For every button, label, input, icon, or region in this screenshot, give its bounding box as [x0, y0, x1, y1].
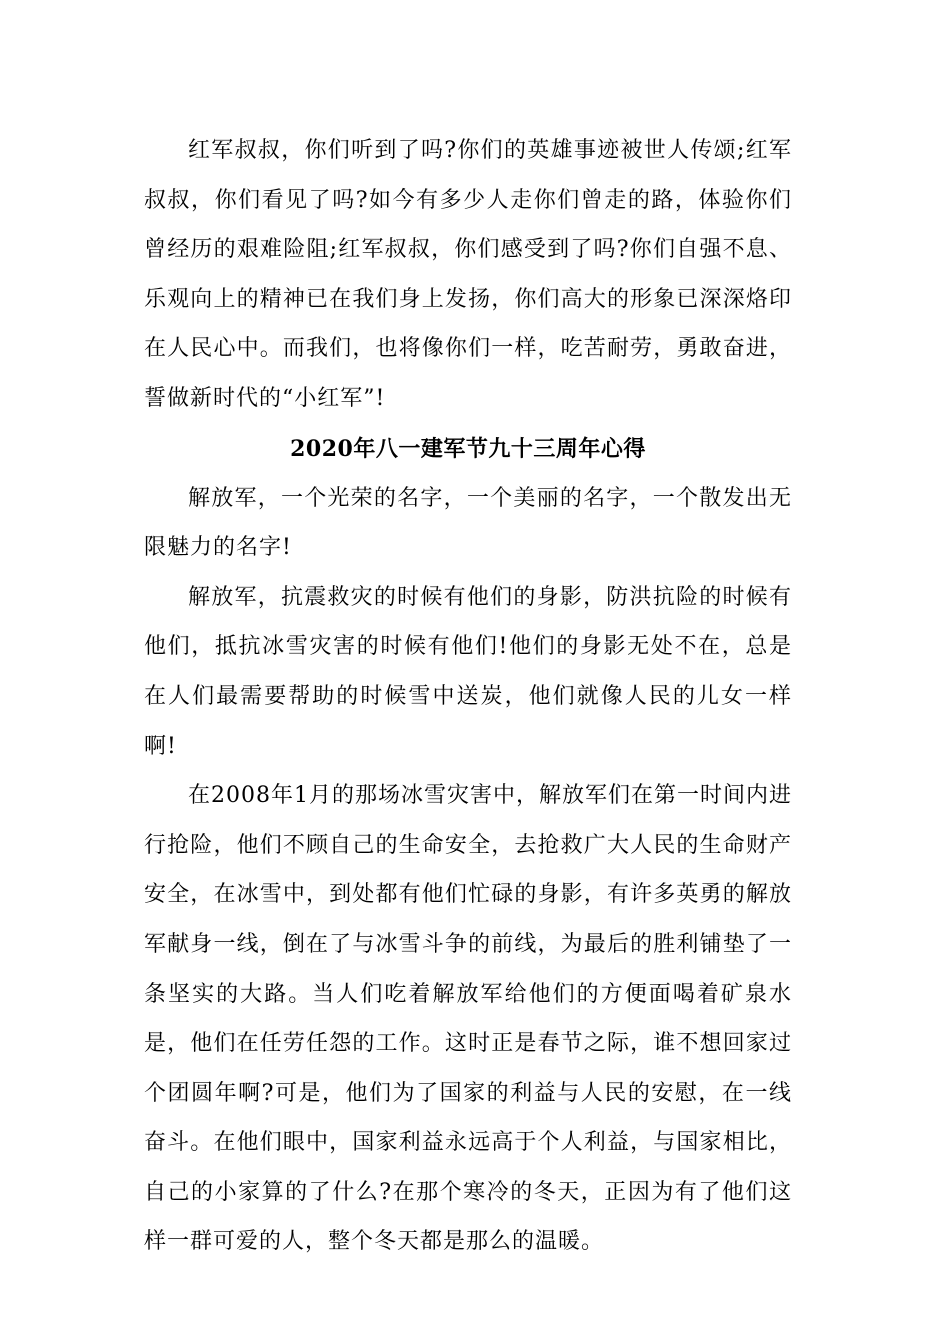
document-body	[144, 126, 792, 1267]
section-heading: 2020年八一建军节九十三周年心得	[290, 435, 646, 462]
paragraph-snow-disaster-2008: 在2008年1月的那场冰雪灾害中，解放军们在第一时间内进行抢险，他们不顾自己的生命安全，去抢救广大人民的生命财产安全，在冰雪中，到处都有他们忙碌的身影，有许多英勇的解放军献身一线，倒在了与冰雪斗争的前线，为最后的胜利铺垫了一条坚实的大路。当人们吃着解放军给他们的方便面喝着矿泉水是，他们在任劳任怨的工作。这时正是春节之际，谁不想回家过个团圆年啊?可是，他们为了国家的利益与人民的安慰，在一线奋斗。在他们眼中，国家利益永远高于个人利益，与国家相比，自己的小家算的了什么?在那个寒冷的冬天，正因为有了他们这样一群可爱的人，整个冬天都是那么的温暖。	[144, 783, 792, 1255]
paragraph-red-army: 红军叔叔，你们听到了吗?你们的英雄事迹被世人传颂;红军叔叔，你们看见了吗?如今有多少人走你们曾走的路，体验你们曾经历的艰难险阻;红军叔叔，你们感受到了吗?你们自强不息、乐观向上的精神已在我们身上发扬，你们高大的形象已深深烙印在人民心中。而我们，也将像你们一样，吃苦耐劳，勇敢奋进，誓做新时代的“小红军”!	[144, 138, 792, 411]
paragraph-pla-disasters: 解放军，抗震救灾的时候有他们的身影，防洪抗险的时候有他们，抵抗冰雪灾害的时候有他们!他们的身影无处不在，总是在人们最需要帮助的时候雪中送炭，他们就像人民的儿女一样啊!	[144, 584, 792, 759]
paragraph-pla-intro: 解放军，一个光荣的名字，一个美丽的名字，一个散发出无限魅力的名字!	[144, 485, 792, 561]
